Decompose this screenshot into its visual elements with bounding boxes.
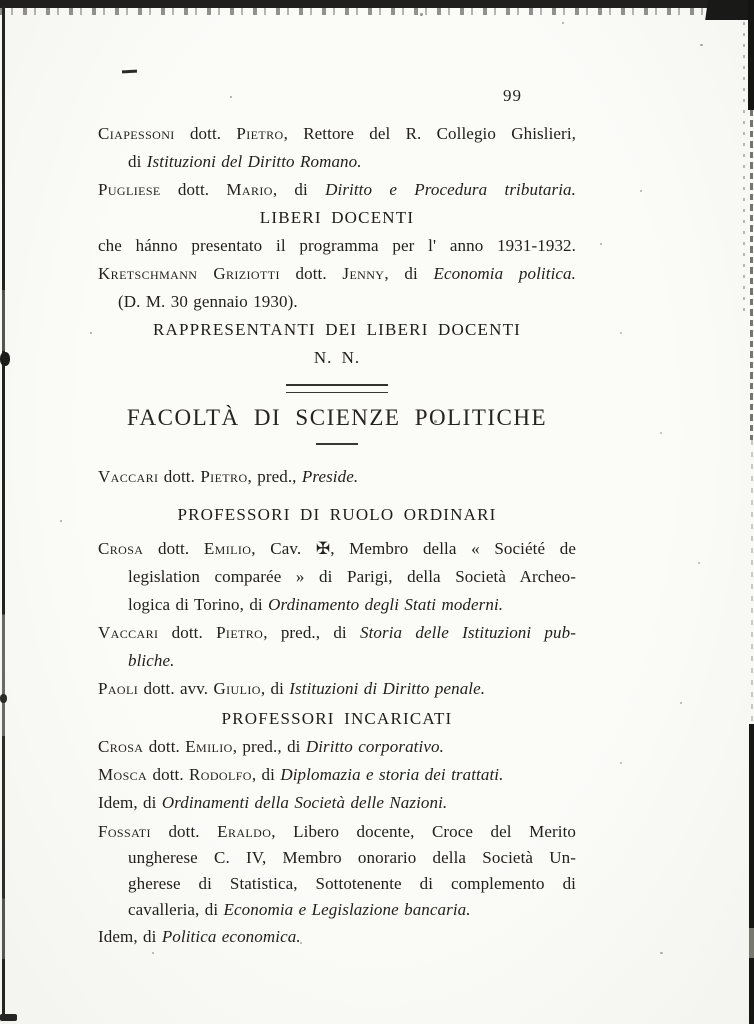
surname: Pugliese	[98, 180, 161, 199]
surname: Vaccari	[98, 467, 159, 486]
entry-line	[98, 535, 576, 563]
paper-speck	[620, 762, 622, 764]
entry-line	[98, 563, 576, 591]
entry-text: , Cav. ✠, Membro della « Société de	[251, 539, 576, 558]
firstname: Eraldo	[217, 822, 272, 841]
scan-edge-right-line	[749, 724, 754, 1024]
subject: Politica economica.	[161, 927, 301, 946]
entry-line	[98, 923, 576, 951]
firstname: Giulio	[213, 679, 261, 698]
firstname: Mario	[226, 180, 273, 199]
entry-text: , di	[384, 264, 434, 283]
heading-rappresentanti: RAPPRESENTANTI DEI LIBERI DOCENTI	[152, 320, 522, 339]
subject: bliche.	[128, 651, 175, 670]
entry-text: Idem, di	[98, 927, 162, 946]
paper-speck	[640, 190, 642, 192]
surname: Vaccari	[98, 623, 159, 642]
entry-line	[98, 733, 576, 761]
heading-ruolo-ordinari: PROFESSORI DI RUOLO ORDINARI	[177, 505, 497, 524]
entry-line	[98, 819, 576, 845]
subject: Diritto corporativo.	[305, 737, 444, 756]
firstname: Jenny	[342, 264, 385, 283]
paragraph-programma-nota: che hánno presentato il programma per l' anno 1931-1932.	[98, 236, 576, 255]
entry-line	[98, 647, 576, 675]
entry-text: , Libero docente, Croce del Merito	[271, 822, 577, 841]
entry-text: gherese di Statistica, Sottotenente di complemento di	[128, 874, 576, 893]
firstname: Pietro	[200, 467, 248, 486]
paper-speck	[420, 13, 423, 16]
paper-speck	[230, 96, 232, 98]
title-abbrev: dott.	[150, 822, 218, 841]
entry-kretschmann	[98, 260, 576, 316]
entry-line	[98, 619, 576, 647]
entry-text: , di	[251, 765, 281, 784]
firstname: Emilio	[203, 539, 252, 558]
entry-vaccari-preside	[98, 463, 576, 491]
surname: Ciapessoni	[98, 124, 175, 143]
title-abbrev: dott.	[158, 623, 217, 642]
surname: Mosca	[98, 765, 148, 784]
firstname: Emilio	[185, 737, 233, 756]
title-abbrev: dott.	[158, 467, 201, 486]
paper-speck	[600, 243, 602, 245]
scan-edge-right-speckle	[743, 22, 745, 312]
entry-text: cavalleria, di	[128, 900, 224, 919]
entry-text: logica di Torino, di	[128, 595, 269, 614]
subject: Diplomazia e storia dei trattati.	[280, 765, 504, 784]
paper-speck	[698, 562, 700, 564]
entry-fossati-idem	[98, 923, 576, 951]
decree-note: (D. M. 30 gennaio 1930).	[118, 292, 298, 311]
paper-speck	[90, 332, 92, 334]
entry-crosa-incaricato	[98, 733, 576, 761]
subject: Storia delle Istituzioni pub-	[359, 623, 576, 642]
scan-edge-right-line	[751, 440, 753, 730]
title-abbrev: dott.	[160, 180, 227, 199]
entry-text: Idem, di	[98, 793, 162, 812]
scan-edge-right-line	[750, 110, 753, 440]
title-abbrev: dott.	[147, 765, 190, 784]
entry-line	[98, 288, 576, 316]
entry-text: , pred., di	[232, 737, 306, 756]
scan-edge-bottom-left-mark	[0, 1014, 17, 1021]
firstname: Rodolfo	[189, 765, 252, 784]
entry-line	[98, 120, 576, 148]
firstname: Pietro	[216, 623, 264, 642]
entry-line	[98, 897, 576, 923]
entry-line	[98, 148, 576, 176]
entry-fossati	[98, 819, 576, 923]
entry-text: legislation comparée » di Parigi, della Società Archeo-	[128, 567, 576, 586]
paper-speck	[620, 332, 622, 334]
paper-speck	[152, 952, 154, 954]
divider-double-rule	[286, 384, 388, 393]
heading-facolta: FACOLTÀ DI SCIENZE POLITICHE	[126, 405, 548, 430]
scan-edge-right-line	[748, 0, 754, 110]
entry-text: , Rettore del R. Collegio Ghislieri,	[283, 124, 576, 143]
subject: Ordinamento degli Stati moderni.	[268, 595, 504, 614]
entry-line	[98, 871, 576, 897]
entry-text: , pred., di	[263, 623, 360, 642]
entry-line	[98, 591, 576, 619]
title-abbrev: dott.	[143, 737, 186, 756]
entry-mosca-idem	[98, 789, 576, 817]
entry-text: di	[128, 152, 147, 171]
entry-text: , pred.,	[247, 467, 302, 486]
paper-speck	[700, 44, 703, 46]
heading-nn: N. N.	[313, 348, 361, 367]
entry-text: , di	[272, 180, 326, 199]
surname: Fossati	[98, 822, 151, 841]
surname: Crosa	[98, 737, 144, 756]
entry-pugliese	[98, 176, 576, 204]
scan-edge-left-blob	[0, 352, 10, 366]
title-abbrev: dott. avv.	[138, 679, 214, 698]
entry-text: ungherese C. IV, Membro onorario della Società Un-	[128, 848, 576, 867]
surname: Paoli	[98, 679, 139, 698]
entry-crosa-ordinario	[98, 535, 576, 619]
entry-mosca	[98, 761, 576, 789]
entry-vaccari-storia	[98, 619, 576, 675]
role: Preside.	[301, 467, 359, 486]
title-abbrev: dott.	[174, 124, 237, 143]
scan-edge-top-right-block	[705, 0, 754, 20]
paper-speck	[660, 432, 662, 434]
subject: Economia e Legislazione bancaria.	[223, 900, 471, 919]
title-abbrev: dott.	[143, 539, 204, 558]
subject: Ordinamenti della Società delle Nazioni.	[161, 793, 448, 812]
paper-speck	[660, 952, 663, 954]
entry-line	[98, 463, 576, 491]
title-abbrev: dott.	[279, 264, 343, 283]
scan-edge-top	[0, 0, 754, 8]
entry-line	[98, 789, 576, 817]
scan-edge-left-blob	[0, 694, 7, 703]
heading-incaricati: PROFESSORI INCARICATI	[221, 709, 453, 728]
subject: Istituzioni del Diritto Romano.	[146, 152, 362, 171]
entry-paoli	[98, 675, 576, 703]
page-number: 99	[503, 86, 522, 105]
scan-edge-top-ragged	[0, 8, 754, 15]
entry-line	[98, 675, 576, 703]
entry-line	[98, 761, 576, 789]
text-column	[98, 120, 576, 951]
entry-ciapessoni	[98, 120, 576, 176]
subject: Istituzioni di Diritto penale.	[289, 679, 486, 698]
entry-line	[98, 260, 576, 288]
divider-short-rule	[316, 443, 358, 445]
paper-speck	[680, 702, 682, 704]
paper-speck	[60, 520, 62, 522]
subject: Economia politica.	[433, 264, 576, 283]
entry-line	[98, 845, 576, 871]
subject: Diritto e Procedura tributaria.	[325, 180, 576, 199]
paper-speck	[562, 22, 564, 24]
firstname: Pietro	[236, 124, 284, 143]
entry-line	[98, 176, 576, 204]
heading-liberi-docenti: LIBERI DOCENTI	[259, 208, 415, 227]
entry-text: , di	[260, 679, 290, 698]
scan-edge-left-line	[2, 6, 5, 1020]
surname: Crosa	[98, 539, 144, 558]
surname: Kretschmann Griziotti	[98, 264, 280, 283]
scan-dash-artifact	[122, 70, 137, 74]
